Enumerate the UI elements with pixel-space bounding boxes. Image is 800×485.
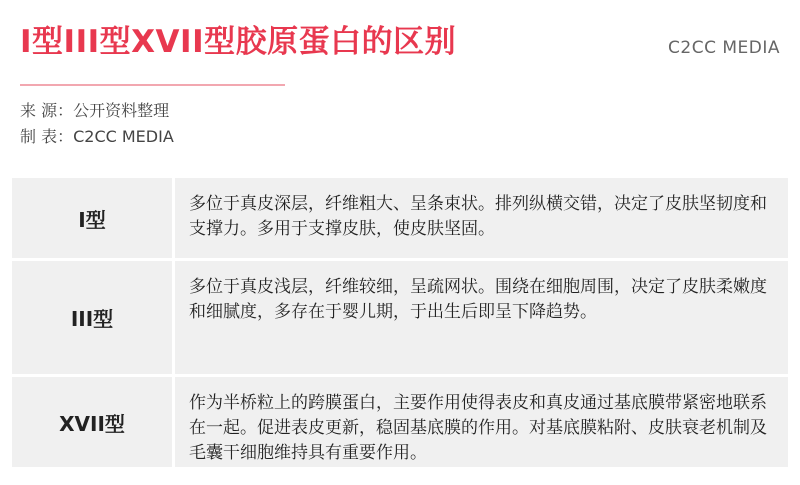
description-cell: 多位于真皮浅层，纤维较细，呈疏网状。围绕在细胞周围，决定了皮肤柔嫩度和细腻度，多存在于婴儿期，于出生后即呈下降趋势。 — [189, 277, 767, 322]
maker-line: 制 表：C2CC MEDIA — [20, 127, 174, 146]
type-cell: III型 — [12, 261, 175, 374]
table-row — [12, 178, 788, 261]
table-row — [12, 377, 788, 467]
table-row — [12, 261, 788, 377]
source-line: 来 源：公开资料整理 — [20, 101, 170, 120]
description-cell: 多位于真皮深层，纤维粗大、呈条束状。排列纵横交错，决定了皮肤坚韧度和支撑力。多用于支撑皮肤，使皮肤坚固。 — [189, 194, 767, 239]
type-cell: XVII型 — [12, 377, 175, 467]
type-cell: I型 — [12, 178, 175, 258]
description-cell: 作为半桥粒上的跨膜蛋白，主要作用使得表皮和真皮通过基底膜带紧密地联系在一起。促进表皮更新，稳固基底膜的作用。对基底膜粘附、皮肤衰老机制及毛囊干细胞维持具有重要作用。 — [189, 393, 767, 463]
title-underline — [20, 84, 285, 86]
page-title: I型III型XVII型胶原蛋白的区别 — [20, 24, 457, 60]
comparison-table — [12, 178, 788, 467]
brand-label: C2CC MEDIA — [668, 38, 780, 58]
header — [0, 0, 800, 146]
